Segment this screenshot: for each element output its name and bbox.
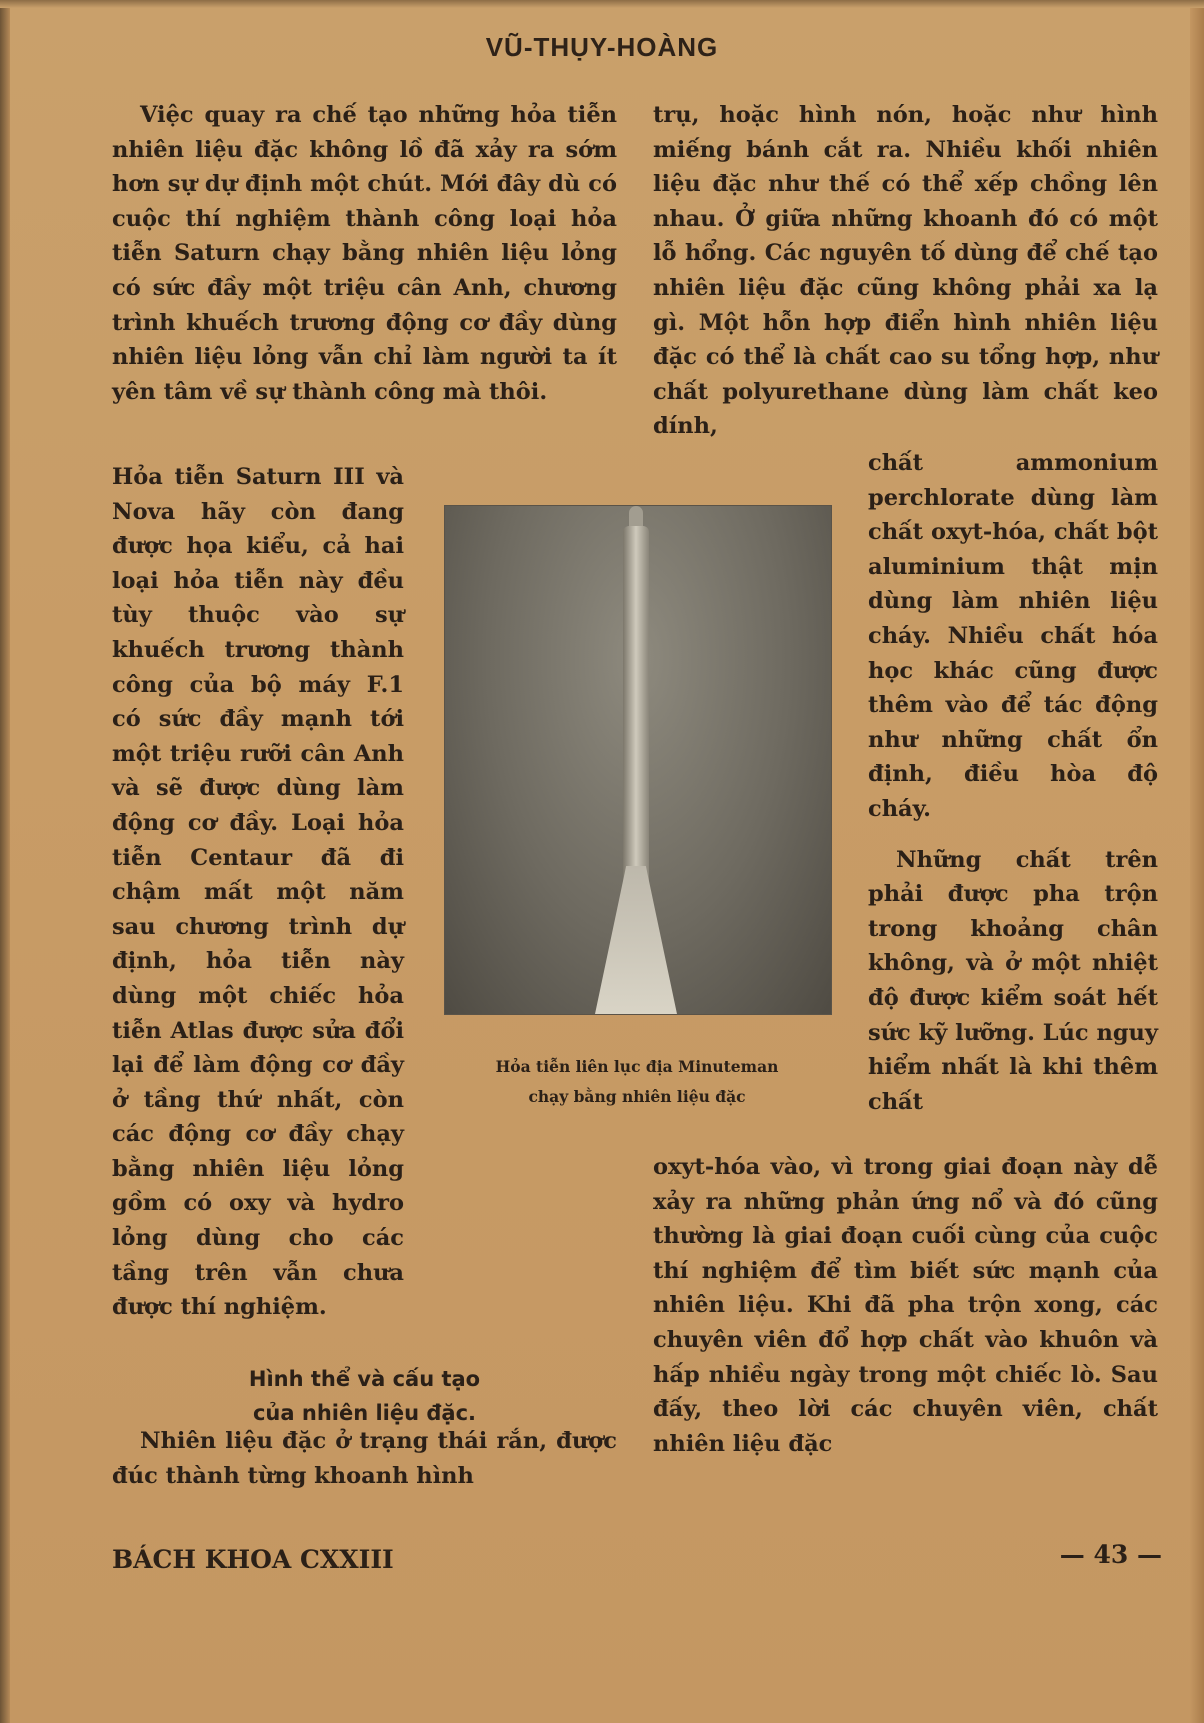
right-column-beside-photo — [868, 446, 1158, 1119]
left-column-beside-photo — [112, 460, 404, 1325]
photo-caption — [444, 1052, 830, 1112]
section-heading-line-2: của nhiên liệu đặc. — [252, 1401, 476, 1425]
body-paragraph: chất ammonium perchlorate dùng làm chất oxyt-hóa, chất bột aluminium thật mịn dùng làm nhiên liệu cháy. Nhiều chất hóa học khác cũng được thêm vào để tác động như những chất ổn định, điều hòa độ cháy. — [868, 450, 1158, 822]
rocket-exhaust-graphic — [595, 866, 677, 1014]
body-paragraph: Những chất trên phải được pha trộn trong khoảng chân không, và ở một nhiệt độ được kiểm soát hết sức kỹ lưỡng. Lúc nguy hiểm nhất là khi thêm chất — [868, 846, 1158, 1115]
photo-caption-line-1: Hỏa tiễn liên lục địa Minuteman — [495, 1057, 779, 1076]
publication-footer: BÁCH KHOA CXXIII — [112, 1545, 394, 1574]
right-column-top — [653, 98, 1158, 444]
section-heading-line-1: Hình thể và cấu tạo — [248, 1367, 481, 1391]
photo-caption-line-2: chạy bằng nhiên liệu đặc — [528, 1087, 746, 1106]
right-column-bottom — [653, 1150, 1158, 1461]
page-left-edge-shadow — [0, 0, 10, 1723]
page-top-edge — [0, 0, 1204, 8]
page-number: — 43 — — [1059, 1540, 1162, 1569]
left-column-top — [112, 98, 617, 409]
page-right-edge — [1190, 0, 1204, 1723]
body-paragraph: Hỏa tiễn Saturn III và Nova hãy còn đang được họa kiểu, cả hai loại hỏa tiễn này đều tùy thuộc vào sự khuếch trương thành công của bộ máy F.1 có sức đầy mạnh tới một triệu rưỡi cân Anh và sẽ được dùng làm động cơ đầy. Loại hỏa tiễn Centaur đã đi chậm mất một năm sau chương trình dự định, hỏa tiễn này dùng một chiếc hỏa tiễn Atlas được sửa đổi lại để làm động cơ đầy ở tầng thứ nhất, còn các động cơ đầy chạy bằng nhiên liệu lỏng gồm có oxy và hydro lỏng dùng cho các tầng trên vẫn chưa được thí nghiệm. — [112, 464, 404, 1321]
body-paragraph: Việc quay ra chế tạo những hỏa tiễn nhiên liệu đặc không lồ đã xảy ra sớm hơn sự dự định một chút. Mới đây dù có cuộc thí nghiệm thành công loại hỏa tiễn Saturn chạy bằng nhiên liệu lỏng có sức đầy một triệu cân Anh, chương trình khuếch trương động cơ đầy dùng nhiên liệu lỏng vẫn chỉ làm người ta ít yên tâm về sự thành công mà thôi. — [112, 102, 617, 405]
body-paragraph: trụ, hoặc hình nón, hoặc như hình miếng bánh cắt ra. Nhiều khối nhiên liệu đặc như thế có thể xếp chồng lên nhau. Ở giữa những khoanh đó có một lỗ hổng. Các nguyên tố dùng để chế tạo nhiên liệu đặc cũng không phải xa lạ gì. Một hỗn hợp điển hình nhiên liệu đặc có thể là chất cao su tổng hợp, như chất polyurethane dùng làm chất keo dính, — [653, 102, 1158, 440]
body-paragraph: oxyt-hóa vào, vì trong giai đoạn này dễ xảy ra những phản ứng nổ và đó cũng thường là giai đoạn cuối cùng của cuộc thí nghiệm để tìm biết sức mạnh của nhiên liệu. Khi đã pha trộn xong, các chuyên viên đổ hợp chất vào khuôn và hấp nhiều ngày trong một chiếc lò. Sau đấy, theo lời các chuyên viên, chất nhiên liệu đặc — [653, 1154, 1158, 1457]
author-header: VŨ-THỤY-HOÀNG — [485, 32, 719, 62]
section-heading — [112, 1362, 617, 1430]
body-paragraph: Nhiên liệu đặc ở trạng thái rắn, được đúc thành từng khoanh hình — [112, 1428, 617, 1489]
rocket-photo — [444, 505, 832, 1015]
left-column-bottom — [112, 1424, 617, 1493]
